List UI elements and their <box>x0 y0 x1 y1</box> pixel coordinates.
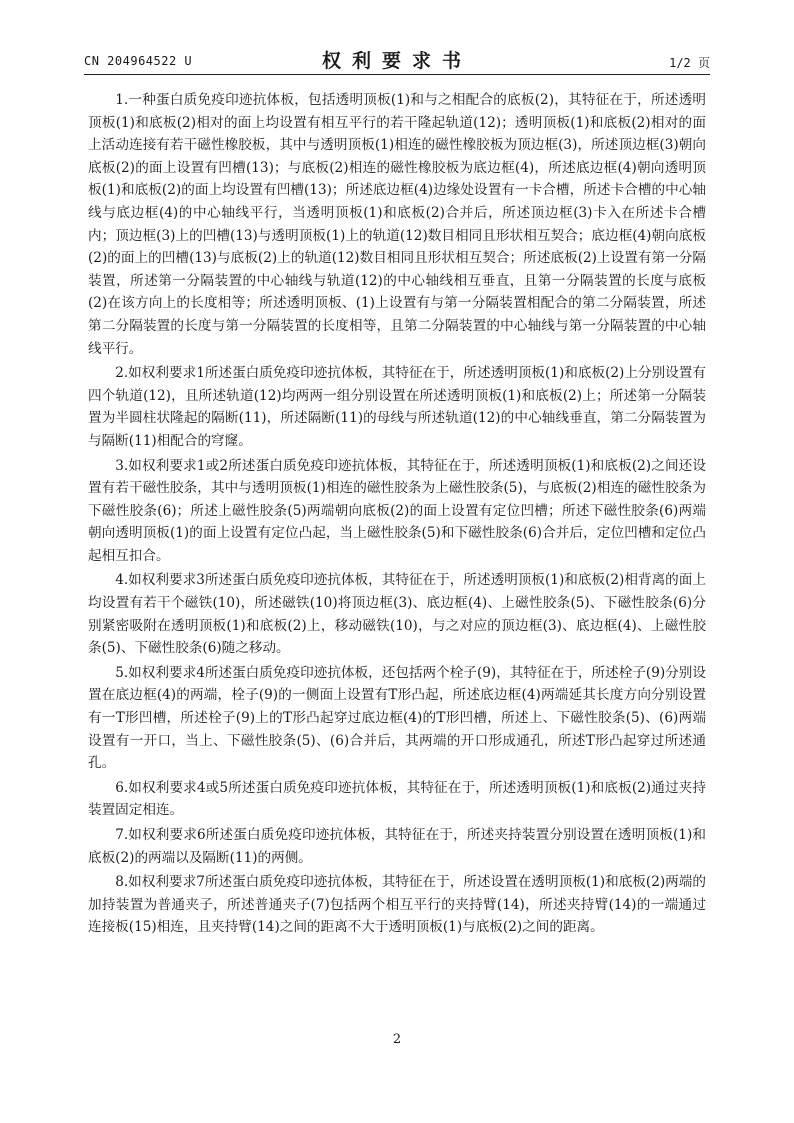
page-header <box>84 42 710 72</box>
page-info: 1/2 页 <box>669 56 710 70</box>
document-title: 权利要求书 <box>321 50 472 72</box>
claim-5: 5.如权利要求4所述蛋白质免疫印迹抗体板，还包括两个栓子(9)，其特征在于，所述栓子(9)分别设置在底边框(4)的两端，栓子(9)的一侧面上设置有T形凸起，所述底边框(4)两端延其长度方向分别设置有一T形凹槽，所述栓子(9)上的T形凸起穿过底边框(4)的T形凹槽，所述上、下磁性胶条(5)、(6)两端设置有一开口，当上、下磁性胶条(5)、(6)合并后，其两端的开口形成通孔，所述T形凸起穿过所述通孔。 <box>88 664 706 772</box>
claims-body <box>88 89 706 941</box>
page-number: 2 <box>392 1032 402 1047</box>
claim-4: 4.如权利要求3所述蛋白质免疫印迹抗体板，其特征在于，所述透明顶板(1)和底板(2)相背离的面上均设置有若干个磁铁(10)，所述磁铁(10)将顶边框(3)、底边框(4)、上磁性胶条(5)、下磁性胶条(6)分别紧密吸附在透明顶板(1)和底板(2)上，移动磁铁(10)，与之对应的顶边框(3)、底边框(4)、上磁性胶条(5)、下磁性胶条(6)随之移动。 <box>88 572 706 657</box>
claim-2: 2.如权利要求1所述蛋白质免疫印迹抗体板，其特征在于，所述透明顶板(1)和底板(2)上分别设置有四个轨道(12)，且所述轨道(12)均两两一组分别设置在所述透明顶板(1)和底板(2)上；所述第一分隔装置为半圆柱状隆起的隔断(11)，所述隔断(11)的母线与所述轨道(12)的中心轴线垂直，第二分隔装置为与隔断(11)相配合的穹窿。 <box>88 365 706 449</box>
patent-number: CN 204964522 U <box>84 54 193 68</box>
claim-7: 7.如权利要求6所述蛋白质免疫印迹抗体板，其特征在于，所述夹持装置分别设置在透明顶板(1)和底板(2)的两端以及隔断(11)的两侧。 <box>88 827 706 866</box>
claim-1: 1.一种蛋白质免疫印迹抗体板，包括透明顶板(1)和与之相配合的底板(2)，其特征在于，所述透明顶板(1)和底板(2)相对的面上均设置有相互平行的若干隆起轨道(12)；透明顶板(1)和底板(2)相对的面上活动连接有若干磁性橡胶板，其中与透明顶板(1)相连的磁性橡胶板为顶边框(3)，所述顶边框(3)朝向底板(2)的面上设置有凹槽(13)；与底板(2)相连的磁性橡胶板为底边框(4)，所述底边框(4)朝向透明顶板(1)和底板(2)的面上均设置有凹槽(13)；所述底边框(4)边缘处设置有一卡合槽，所述卡合槽的中心轴线与底边框(4)的中心轴线平行，当透明顶板(1)和底板(2)合并后，所述顶边框(3)卡入在所述卡合槽内；顶边框(3)上的凹槽(13)与透明顶板(1)上的轨道(12)数目相同且形状相互契合；底边框(4)朝向底板(2)的面上的凹槽(13)与底板(2)上的轨道(12)数目相同且形状相互契合；所述底板(2)上设置有第一分隔装置，所述第一分隔装置的中心轴线与轨道(12)的中心轴线相互垂直，且第一分隔装置的长度与底板(2)在该方向上的长度相等；所述透明顶板、(1)上设置有与第一分隔装置相配合的第二分隔装置，所述第二分隔装置的长度与第一分隔装置的长度相等，且第二分隔装置的中心轴线与第一分隔装置的中心轴线平行。 <box>88 92 706 357</box>
claim-6: 6.如权利要求4或5所述蛋白质免疫印迹抗体板，其特征在于，所述透明顶板(1)和底板(2)通过夹持装置固定相连。 <box>88 779 706 819</box>
claim-8: 8.如权利要求7所述蛋白质免疫印迹抗体板，其特征在于，所述设置在透明顶板(1)和底板(2)两端的加持装置为普通夹子，所述普通夹子(7)包括两个相互平行的夹持臂(14)，所述夹持臂(14)的一端通过连接板(15)相连，且夹持臂(14)之间的距离不大于透明顶板(1)与底板(2)之间的距离。 <box>88 874 706 936</box>
claim-3: 3.如权利要求1或2所述蛋白质免疫印迹抗体板，其特征在于，所述透明顶板(1)和底板(2)之间还设置有若干磁性胶条，其中与透明顶板(1)相连的磁性胶条为上磁性胶条(5)，与底板(2)相连的磁性胶条为下磁性胶条(6)；所述上磁性胶条(5)两端朝向底板(2)的面上设置有定位凹槽；所述下磁性胶条(6)两端朝向透明顶板(1)的面上设置有定位凸起，当上磁性胶条(5)和下磁性胶条(6)合并后，定位凹槽和定位凸起相互扣合。 <box>88 457 706 564</box>
header-rule <box>84 74 710 75</box>
